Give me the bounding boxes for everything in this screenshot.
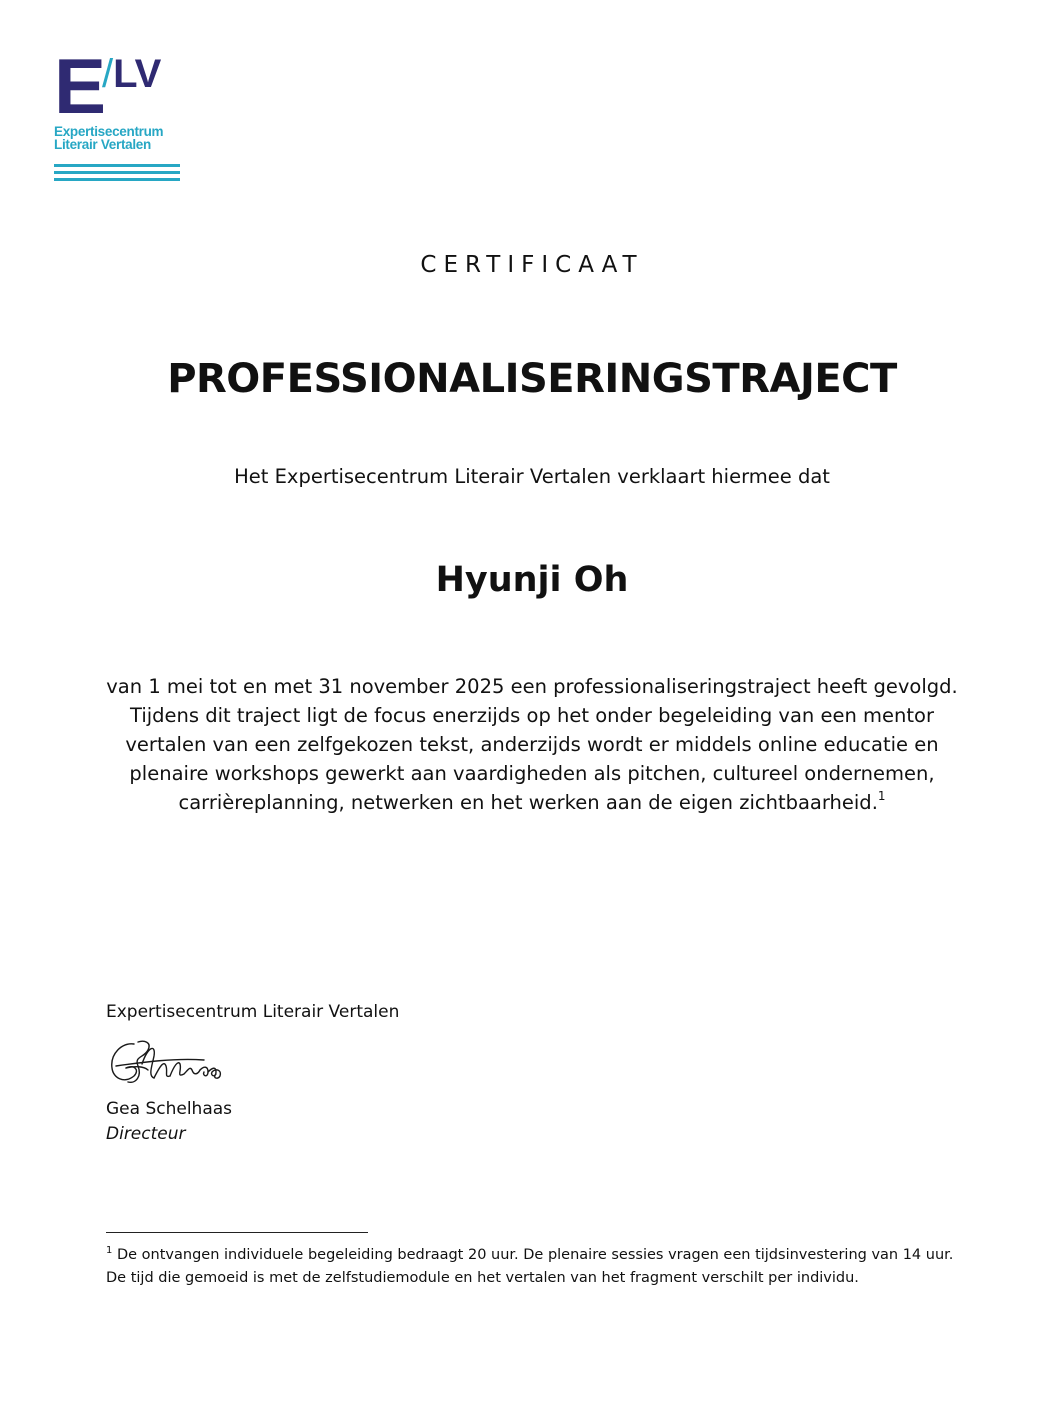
certificate-title: PROFESSIONALISERINGSTRAJECT [167, 356, 897, 402]
footnote-line: De tijd die gemoeid is met de zelfstudiemodule en het vertalen van het fragment verschilt per individu. [106, 1270, 859, 1286]
signing-organization: Expertisecentrum Literair Vertalen [106, 1002, 400, 1022]
footnote-marker: 1 [106, 1245, 113, 1256]
certificate-heading: CERTIFICAAT [420, 252, 644, 278]
body-line-last [90, 788, 974, 817]
logo-bar [54, 178, 180, 181]
footnote-line-1-wrap [106, 1244, 986, 1267]
footnote-divider [106, 1232, 368, 1233]
logo-lv: LV [113, 52, 162, 96]
logo-wordmark [54, 125, 163, 151]
logo-line-2: Literair Vertalen [54, 137, 151, 152]
footnote-line: De ontvangen individuele begeleiding bedraagt 20 uur. De plenaire sessies vragen een tijdsinvestering van 14 uur. [116, 1247, 954, 1263]
logo-bar [54, 164, 180, 167]
recipient-name: Hyunji Oh [435, 560, 629, 600]
certificate-body [90, 672, 974, 817]
footnote [106, 1244, 986, 1290]
signer-name: Gea Schelhaas [106, 1099, 233, 1119]
body-line: carrièreplanning, netwerken en het werken aan de eigen zichtbaarheid. [178, 791, 878, 814]
logo-bar [54, 171, 180, 174]
body-line: plenaire workshops gewerkt aan vaardigheden als pitchen, cultureel ondernemen, [129, 762, 935, 785]
body-line: van 1 mei tot en met 31 november 2025 een professionaliseringstraject heeft gevolgd. [106, 675, 958, 698]
logo-line-1: Expertisecentrum [54, 124, 164, 139]
logo-slash: / [102, 52, 114, 96]
logo-letter-e: E [54, 42, 105, 130]
logo-bars [54, 164, 180, 185]
signer-role: Directeur [106, 1124, 186, 1144]
declaration-text: Het Expertisecentrum Literair Vertalen verklaart hiermee dat [234, 465, 830, 488]
handwritten-signature [104, 1036, 234, 1092]
footnote-reference: 1 [877, 789, 886, 803]
body-line: Tijdens dit traject ligt de focus enerzijds op het onder begeleiding van een mentor [130, 704, 934, 727]
body-line: vertalen van een zelfgekozen tekst, anderzijds wordt er middels online educatie en [125, 733, 939, 756]
logo-abbreviation [102, 54, 161, 94]
elv-logo [54, 42, 184, 192]
